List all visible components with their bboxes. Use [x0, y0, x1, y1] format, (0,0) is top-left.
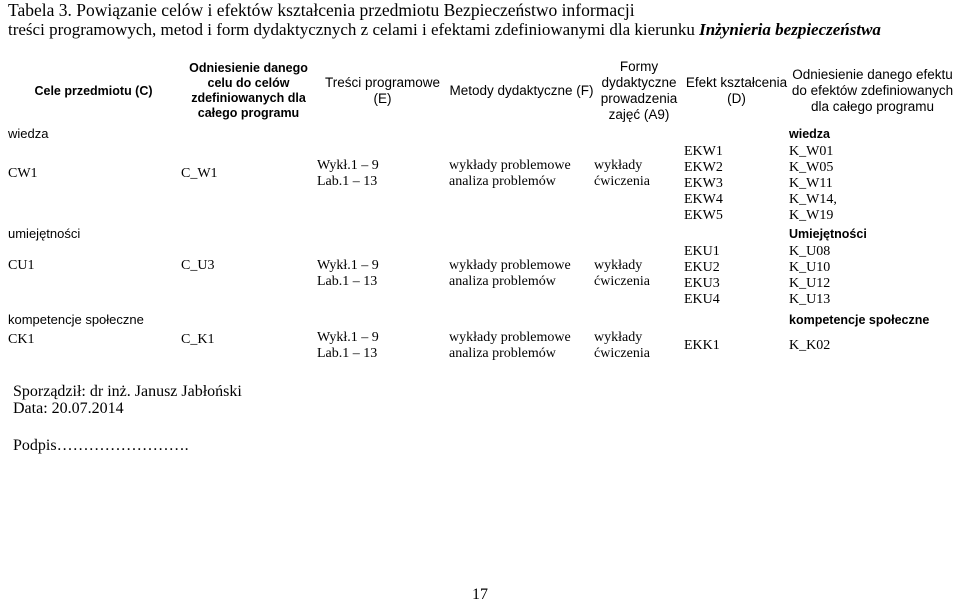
prepared-by: Sporządził: dr inż. Janusz Jabłoński: [13, 383, 242, 400]
outcomes-table: [6, 58, 956, 368]
outcome-item: EKW5: [684, 208, 723, 223]
form-item: ćwiczenia: [594, 274, 650, 289]
header-forms: Formy dydaktyczne prowadzenia zajęć (A9): [600, 59, 678, 122]
table-row: [6, 242, 956, 310]
form-item: wykłady: [594, 258, 643, 273]
outcome-ref-item: K_U12: [789, 276, 831, 291]
section-row-social: [6, 310, 956, 328]
outcome-item: EKU4: [684, 292, 720, 307]
table-row: [6, 142, 956, 224]
content-item: Lab.1 – 13: [317, 346, 378, 361]
outcome-item: EKW2: [684, 160, 723, 175]
outcome-item: EKU3: [684, 276, 720, 291]
goal-ref: C_K1: [181, 332, 215, 347]
form-item: wykłady: [594, 330, 643, 345]
header-outcomes: Efekt kształcenia (D): [685, 75, 788, 106]
outcome-ref-item: K_U10: [789, 260, 831, 275]
outcome-item: EKU1: [684, 244, 720, 259]
form-item: ćwiczenia: [594, 174, 650, 189]
outcome-ref-item: K_W01: [789, 144, 834, 159]
outcome-item: EKU2: [684, 260, 720, 275]
outcome-item: EKW4: [684, 192, 723, 207]
document-title: Tabela 3. Powiązanie celów i efektów kształcenia przedmiotu Bezpieczeństwo informacji: [8, 0, 635, 20]
section-right-label: wiedza: [789, 127, 830, 141]
outcome-item: EKW1: [684, 144, 723, 159]
method-item: analiza problemów: [449, 346, 556, 361]
page-number: 17: [472, 586, 488, 603]
goal-code: CU1: [8, 258, 35, 273]
document-subtitle: [8, 20, 881, 40]
section-label: kompetencje społeczne: [8, 312, 144, 327]
outcome-ref-item: K_U13: [789, 292, 831, 307]
outcome-item: EKK1: [684, 338, 720, 353]
header-outcome-relation: Odniesienie danego efektu do efektów zdefiniowanych dla całego programu: [791, 67, 954, 114]
header-row: [6, 58, 956, 124]
outcome-ref-item: K_W11: [789, 176, 833, 191]
method-item: wykłady problemowe: [449, 258, 571, 273]
header-content: Treści programowe (E): [324, 75, 441, 106]
goal-code: CK1: [8, 332, 35, 347]
method-item: wykłady problemowe: [449, 158, 571, 173]
form-item: wykłady: [594, 158, 643, 173]
method-item: analiza problemów: [449, 174, 556, 189]
header-methods: Metody dydaktyczne (F): [449, 83, 594, 98]
document-date: Data: 20.07.2014: [13, 400, 124, 417]
outcome-ref-item: K_W14,: [789, 192, 837, 207]
content-item: Lab.1 – 13: [317, 274, 378, 289]
outcome-ref-item: K_U08: [789, 244, 831, 259]
outcome-ref-item: K_W19: [789, 208, 834, 223]
section-row-knowledge: [6, 124, 956, 142]
outcome-ref-item: K_W05: [789, 160, 834, 175]
signature-line: Podpis…………………….: [13, 437, 189, 454]
goal-ref: C_W1: [181, 166, 218, 181]
content-item: Lab.1 – 13: [317, 174, 378, 189]
goal-code: CW1: [8, 166, 38, 181]
section-right-label: kompetencje społeczne: [789, 313, 930, 327]
section-row-skills: [6, 224, 956, 242]
table-row: [6, 328, 956, 368]
subtitle-text: treści programowych, metod i form dydaktycznych z celami i efektami zdefiniowanymi dla kierunku: [8, 20, 700, 39]
content-item: Wykł.1 – 9: [317, 330, 379, 345]
subtitle-field-name: Inżynieria bezpieczeństwa: [699, 20, 881, 39]
outcome-ref-item: K_K02: [789, 338, 831, 353]
section-label: wiedza: [8, 126, 49, 141]
method-item: wykłady problemowe: [449, 330, 571, 345]
section-label: umiejętności: [8, 226, 81, 241]
goal-ref: C_U3: [181, 258, 215, 273]
content-item: Wykł.1 – 9: [317, 258, 379, 273]
header-goal-relation: Odniesienie danego celu do celów zdefiniowanych dla całego programu: [189, 61, 308, 120]
outcome-item: EKW3: [684, 176, 723, 191]
method-item: analiza problemów: [449, 274, 556, 289]
header-goals: Cele przedmiotu (C): [34, 83, 153, 98]
content-item: Wykł.1 – 9: [317, 158, 379, 173]
form-item: ćwiczenia: [594, 346, 650, 361]
section-right-label: Umiejętności: [789, 227, 867, 241]
